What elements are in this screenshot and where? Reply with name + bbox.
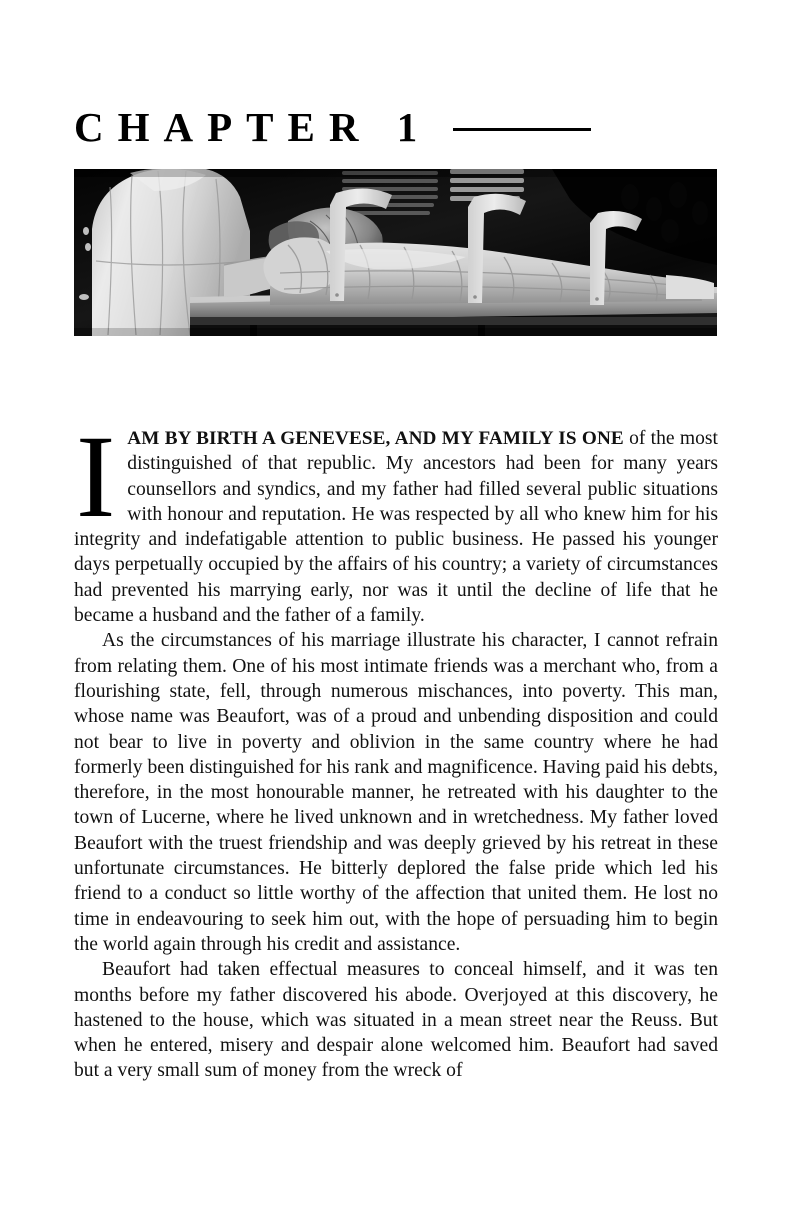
paragraph-1-text: of the most distinguished of that republic. My ancestors had been for many years counsellors and syndics, and my father had filled several public situations with honour and reputation. He was respected by all who knew him for his integrity and indefatigable attention to public business. He passed his younger days perpetually occupied by the affairs of his country; a variety of circumstances had prevented his marrying early, nor was it until the decline of life that he became a husband and the father of a family. <box>74 428 718 627</box>
chapter-header <box>74 96 718 158</box>
page-title: CHAPTER 1 <box>74 103 432 150</box>
chapter-photograph <box>74 169 717 336</box>
chapter-body-text <box>74 411 718 1084</box>
paragraph-3: Beaufort had taken effectual measures to conceal himself, and it was ten months before my father discovered his abode. Overjoyed at this discovery, he hastened to the house, which was situated in a mean street near the Reuss. But when he entered, misery and despair alone welcomed him. Beaufort had saved but a very small sum of money from the wreck of <box>74 959 718 1082</box>
drop-cap: I <box>76 411 116 542</box>
chapter-rule-divider <box>453 128 591 131</box>
photograph-illustration <box>74 169 717 336</box>
page-content-column <box>74 0 718 1084</box>
paragraph-2: As the circumstances of his marriage illustrate his character, I cannot refrain from relating them. One of his most intimate friends was a merchant who, from a flourishing state, fell, through numerous mischances, into poverty. This man, whose name was Beaufort, was of a proud and unbending disposition and could not bear to live in poverty and oblivion in the same country where he had formerly been distinguished for his rank and magnificence. Having paid his debts, therefore, in the most honourable manner, he retreated with his daughter to the town of Lucerne, where he lived unknown and in wretchedness. My father loved Beaufort with the truest friendship and was deeply grieved by his retreat in these unfortunate circumstances. He bitterly deplored the false pride which led his friend to a conduct so little worthy of the affection that united them. He lost no time in endeavouring to seek him out, with the hope of persuading him to begin the world again through his credit and assistance. <box>74 630 718 955</box>
lead-in-caps: AM BY BIRTH A GENEVESE, AND MY FAMILY IS ONE <box>127 428 624 449</box>
paragraph-1 <box>74 411 718 628</box>
